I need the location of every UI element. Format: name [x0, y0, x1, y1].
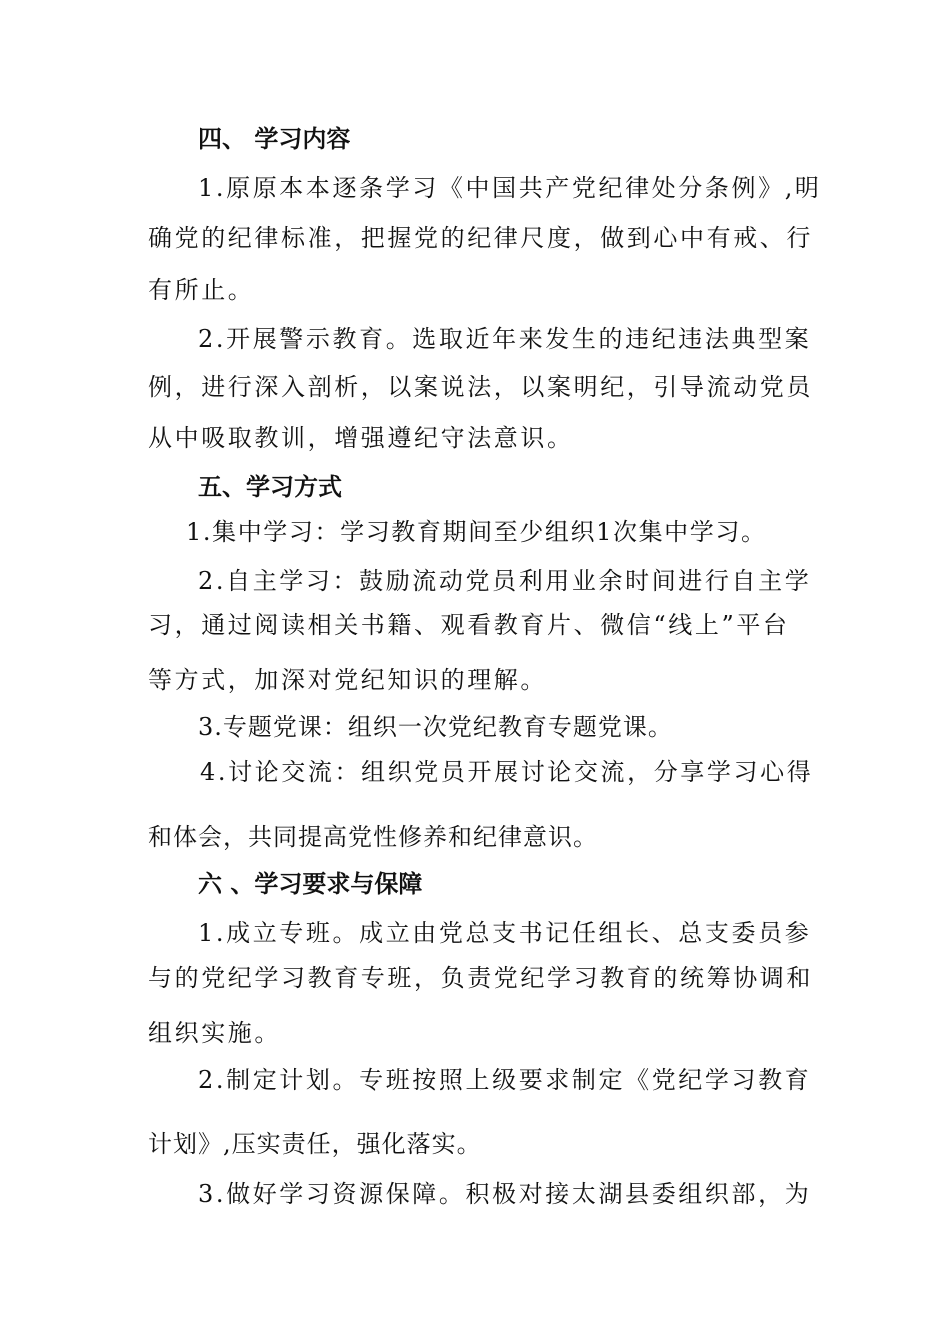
paragraph-line: 1.集中学习：学习教育期间至少组织1次集中学习。	[186, 518, 767, 546]
section-heading-learning-methods: 五、学习方式	[198, 472, 342, 501]
paragraph-line: 1.成立专班。成立由党总支书记任组长、总支委员参	[198, 919, 812, 947]
paragraph-line: 3.专题党课：组织一次党纪教育专题党课。	[198, 713, 673, 741]
paragraph-line: 等方式，加深对党纪知识的理解。	[148, 666, 547, 694]
section-heading-requirements-guarantee: 六 、学习要求与保障	[198, 869, 423, 898]
paragraph-line: 1.原原本本逐条学习《中国共产党纪律处分条例》,明	[198, 174, 822, 202]
paragraph-line: 习，通过阅读相关书籍、观看教育片、微信“线上”平台	[148, 611, 790, 639]
section-heading-learning-content: 四、 学习内容	[198, 124, 351, 153]
paragraph-line: 和体会，共同提高党性修养和纪律意识。	[148, 823, 598, 851]
paragraph-line: 2.开展警示教育。选取近年来发生的违纪违法典型案	[198, 325, 812, 353]
paragraph-line: 2.制定计划。专班按照上级要求制定《党纪学习教育	[198, 1066, 812, 1094]
paragraph-line: 有所止。	[148, 276, 255, 304]
paragraph-line: 确党的纪律标准，把握党的纪律尺度，做到心中有戒、行	[148, 224, 813, 252]
paragraph-line: 计划》,压实责任，强化落实。	[148, 1130, 482, 1158]
paragraph-line: 与的党纪学习教育专班，负责党纪学习教育的统筹协调和	[148, 964, 813, 992]
paragraph-line: 3.做好学习资源保障。积极对接太湖县委组织部，为	[198, 1180, 812, 1208]
paragraph-line: 例，进行深入剖析，以案说法，以案明纪，引导流动党员	[148, 373, 813, 401]
paragraph-line: 组织实施。	[148, 1019, 281, 1047]
paragraph-line: 4.讨论交流：组织党员开展讨论交流，分享学习心得	[200, 758, 814, 786]
paragraph-line: 从中吸取教训，增强遵纪守法意识。	[148, 424, 574, 452]
paragraph-line: 2.自主学习：鼓励流动党员利用业余时间进行自主学	[198, 567, 812, 595]
